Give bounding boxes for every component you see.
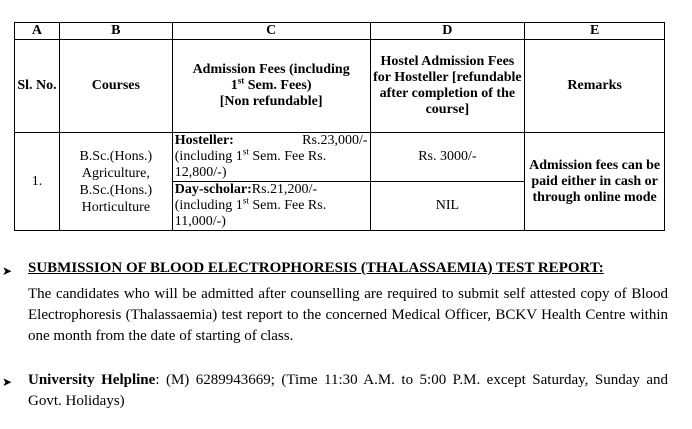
row-remarks: Admission fees can be paid either in cash or through online mode [525, 133, 665, 231]
row-courses [59, 133, 172, 231]
row-sl-no: 1. [15, 133, 60, 231]
hostel-fee-dayscholar: NIL [371, 181, 525, 230]
admission-fees-line-1: Admission Fees (including [192, 62, 350, 77]
thalassaemia-section [28, 258, 668, 347]
header-admission-fees [172, 40, 370, 133]
col-letter-c: C [172, 23, 370, 40]
course-horticulture: B.Sc.(Hons.) Horticulture [79, 182, 153, 215]
section-title: SUBMISSION OF BLOOD ELECTROPHORESIS (THALASSAEMIA) TEST REPORT: [28, 260, 604, 276]
row-admission-fees [172, 133, 370, 231]
col-letter-d: D [370, 23, 525, 40]
table-row [15, 133, 665, 231]
dayscholar-label: Day-scholar: [174, 182, 252, 197]
hosteller-label: Hosteller: [174, 133, 234, 148]
dayscholar-note: (including 1st Sem. Fee Rs. 11,000/-) [174, 195, 327, 229]
hosteller-amount: Rs.23,000/- [302, 133, 368, 148]
col-letter-a: A [15, 23, 60, 40]
helpline-text: : (M) 6289943669; (Time 11:30 A.M. to 5:00 P.M. except Saturday, Sunday and Govt. Holidays) [28, 372, 668, 409]
helpline-section [28, 370, 668, 412]
bullet-icon: ➤ [2, 264, 13, 278]
header-courses: Courses [59, 40, 172, 133]
header-sl-no: Sl. No. [15, 40, 60, 133]
fee-table [14, 22, 665, 231]
dayscholar-block [173, 181, 370, 230]
admission-fees-line-2: 1st Sem. Fees) [230, 75, 312, 93]
hosteller-note: (including 1st Sem. Fee Rs. 12,800/-) [174, 146, 327, 180]
helpline-label: University Helpline [28, 372, 156, 388]
column-letter-row [15, 23, 665, 40]
hostel-fee-hosteller: Rs. 3000/- [418, 149, 477, 164]
header-hostel-fees: Hostel Admission Fees for Hosteller [refundable after completion of the course] [370, 40, 525, 133]
hosteller-block [175, 133, 368, 181]
admission-fees-line-3: [Non refundable] [219, 94, 323, 109]
col-letter-e: E [525, 23, 665, 40]
dayscholar-amount: Rs.21,200/- [251, 182, 318, 197]
col-letter-b: B [59, 23, 172, 40]
section-body: The candidates who will be admitted after counselling are required to submit self attested copy of Blood Electrophoresis (Thalassaemia) test report to the concerned Medical Officer, BCKV Health Centre within one month from the date of starting of class. [28, 286, 668, 344]
course-agriculture: B.Sc.(Hons.) Agriculture, [79, 148, 153, 181]
bullet-icon: ➤ [2, 375, 13, 389]
row-hostel-fees [370, 133, 525, 231]
header-remarks: Remarks [525, 40, 665, 133]
header-row [15, 40, 665, 133]
